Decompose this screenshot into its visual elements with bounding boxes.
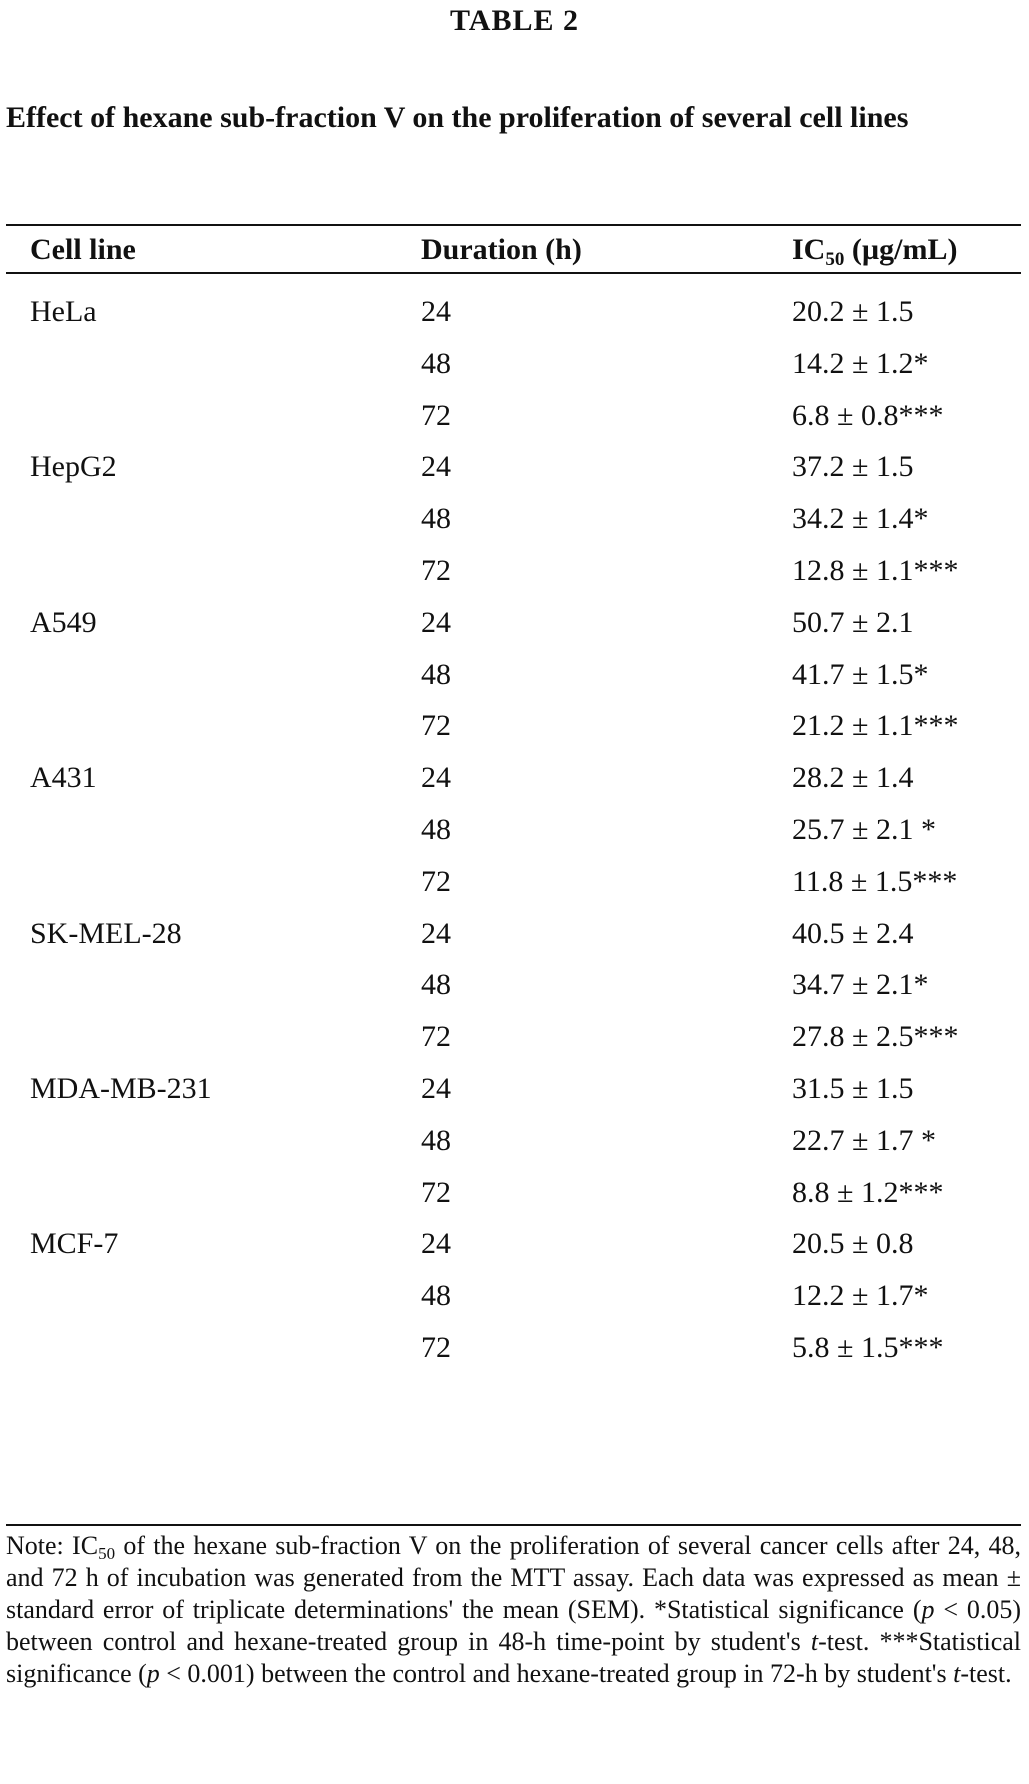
table-row [0, 439, 1029, 491]
ic50-cell: 11.8 ± 1.5*** [792, 864, 958, 898]
duration-cell: 48 [421, 1123, 451, 1157]
table-row [0, 284, 1029, 336]
note-text-6: -test. [960, 1659, 1012, 1688]
header-ic50-subscript: 50 [825, 249, 845, 270]
header-ic50-prefix: IC [792, 233, 826, 266]
ic50-cell: 28.2 ± 1.4 [792, 761, 914, 795]
cell-line-cell: A431 [30, 761, 97, 795]
table-row [0, 1268, 1029, 1320]
ic50-cell: 21.2 ± 1.1*** [792, 709, 959, 743]
top-rule [6, 224, 1021, 226]
duration-cell: 48 [421, 657, 451, 691]
duration-cell: 72 [421, 864, 451, 898]
note-p-symbol-1: p [921, 1595, 935, 1624]
ic50-cell: 14.2 ± 1.2* [792, 346, 929, 380]
duration-cell: 72 [421, 398, 451, 432]
note-text-5: < 0.001) between the control and hexane-treated group in 72-h by student's [159, 1659, 954, 1688]
note-p-symbol-2: p [146, 1659, 160, 1688]
ic50-cell: 20.5 ± 0.8 [792, 1227, 914, 1261]
table-row [0, 1113, 1029, 1165]
table-row [0, 1165, 1029, 1217]
ic50-cell: 20.2 ± 1.5 [792, 295, 914, 328]
header-ic50-unit: (µg/mL) [844, 233, 958, 266]
table-row [0, 698, 1029, 750]
duration-cell: 48 [421, 502, 451, 536]
ic50-cell: 25.7 ± 2.1 * [792, 813, 936, 846]
duration-cell: 24 [421, 295, 451, 328]
note-text-4: -test. ***Statistical significance ( [6, 1627, 1021, 1688]
ic50-cell: 12.2 ± 1.7* [792, 1279, 929, 1313]
ic50-cell: 34.2 ± 1.4* [792, 502, 929, 536]
duration-cell: 24 [421, 450, 451, 484]
table-row [0, 491, 1029, 543]
duration-cell: 72 [421, 709, 451, 743]
header-cell-line: Cell line [30, 233, 136, 266]
duration-cell: 48 [421, 1279, 451, 1313]
duration-cell: 24 [421, 916, 451, 950]
duration-cell: 24 [421, 761, 451, 795]
table-row [0, 750, 1029, 802]
table-row [0, 1009, 1029, 1061]
table-row [0, 1216, 1029, 1268]
duration-cell: 72 [421, 1331, 451, 1364]
ic50-cell: 40.5 ± 2.4 [792, 916, 914, 950]
note-t-symbol-2: t [953, 1659, 961, 1688]
header-ic50 [792, 230, 957, 270]
ic50-cell: 12.8 ± 1.1*** [792, 554, 959, 587]
ic50-cell: 6.8 ± 0.8*** [792, 398, 944, 432]
table-row [0, 1061, 1029, 1113]
duration-cell: 24 [421, 1072, 451, 1105]
ic50-cell: 22.7 ± 1.7 * [792, 1123, 936, 1157]
table-row [0, 647, 1029, 699]
bottom-rule [6, 1524, 1021, 1526]
table-row [0, 854, 1029, 906]
table-row [0, 336, 1029, 388]
table-row [0, 595, 1029, 647]
cell-line-cell: HepG2 [30, 450, 117, 484]
ic50-cell: 27.8 ± 2.5*** [792, 1020, 959, 1054]
cell-line-cell: MDA-MB-231 [30, 1072, 212, 1105]
table-caption: Effect of hexane sub-fraction V on the proliferation of several cell lines [6, 101, 909, 134]
table-row [0, 543, 1029, 595]
ic50-cell: 8.8 ± 1.2*** [792, 1175, 944, 1209]
duration-cell: 48 [421, 968, 451, 1002]
duration-cell: 24 [421, 1227, 451, 1261]
table-label: TABLE 2 [450, 4, 579, 37]
ic50-cell: 31.5 ± 1.5 [792, 1072, 914, 1105]
duration-cell: 72 [421, 1020, 451, 1054]
cell-line-cell: SK-MEL-28 [30, 916, 182, 950]
note-subscript: 50 [98, 1544, 116, 1563]
table-row [0, 957, 1029, 1009]
ic50-cell: 50.7 ± 2.1 [792, 605, 914, 639]
cell-line-cell: HeLa [30, 295, 97, 328]
ic50-cell: 41.7 ± 1.5* [792, 657, 929, 691]
table-row [0, 802, 1029, 854]
duration-cell: 72 [421, 1175, 451, 1209]
table-row [0, 388, 1029, 440]
cell-line-cell: MCF-7 [30, 1227, 119, 1261]
header-rule [6, 272, 1021, 274]
header-duration: Duration (h) [421, 233, 582, 266]
table-row [0, 906, 1029, 958]
note-text-1: Note: IC [6, 1531, 99, 1560]
note-text-2: of the hexane sub-fraction V on the proliferation of several cancer cells after 24, 48, and 72 h of incubation was generated from the MTT assay. Each data was expressed as mean ± standard error of triplicate determinations' the mean (SEM). *Statistical significance ( [6, 1531, 1022, 1624]
duration-cell: 72 [421, 554, 451, 587]
ic50-cell: 37.2 ± 1.5 [792, 450, 914, 484]
duration-cell: 48 [421, 346, 451, 380]
ic50-cell: 5.8 ± 1.5*** [792, 1331, 944, 1364]
duration-cell: 24 [421, 605, 451, 639]
note-text-3: < 0.05) between control and hexane-treated group in 48-h time-point by student's [6, 1595, 1022, 1656]
duration-cell: 48 [421, 813, 451, 846]
ic50-cell: 34.7 ± 2.1* [792, 968, 929, 1002]
table-note [6, 1530, 1021, 1690]
table-row [0, 1320, 1029, 1372]
note-t-symbol-1: t [810, 1627, 819, 1656]
cell-line-cell: A549 [30, 605, 97, 639]
